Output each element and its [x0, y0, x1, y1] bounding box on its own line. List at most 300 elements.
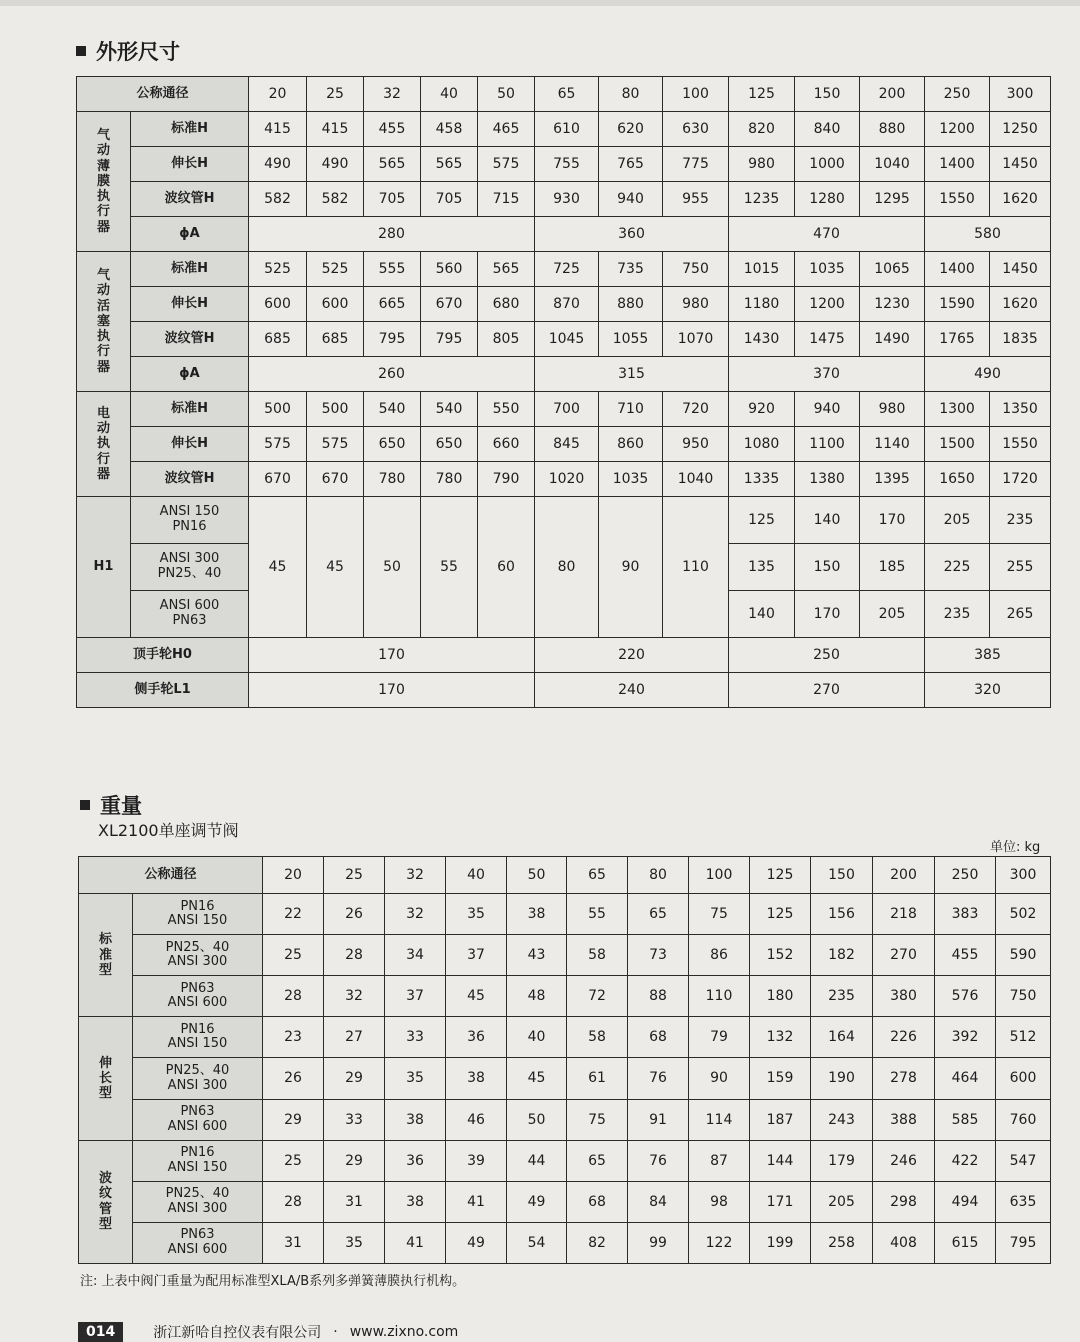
weight-value: 35: [324, 1222, 385, 1263]
weight-value: 33: [385, 1017, 446, 1058]
rating-line-1: PN25、40: [165, 1186, 230, 1202]
l1-value: 320: [925, 673, 1051, 708]
group-label-text: 标准型: [98, 932, 112, 978]
bullet-square-icon: [76, 46, 86, 56]
weight-size-cell: 25: [324, 857, 385, 894]
weight-size-cell: 150: [811, 857, 873, 894]
weight-value: 58: [567, 935, 628, 976]
weight-size-cell: 65: [567, 857, 628, 894]
weight-value: 383: [935, 894, 996, 935]
weight-value: 28: [324, 935, 385, 976]
rating-line-1: ANSI 600: [159, 598, 220, 614]
weight-size-cell: 100: [689, 857, 750, 894]
value-cell: 1055: [599, 322, 663, 357]
value-cell: 1200: [925, 112, 990, 147]
value-cell: 565: [364, 147, 421, 182]
value-cell: 1835: [990, 322, 1051, 357]
weight-value: 41: [446, 1181, 507, 1222]
handwheel-side-row: [77, 673, 1051, 708]
row-label: 波纹管H: [131, 322, 249, 357]
value-cell: 1350: [990, 392, 1051, 427]
rating-line-1: PN16: [180, 898, 215, 914]
weight-value: 36: [385, 1140, 446, 1181]
weight-value: 50: [507, 1099, 567, 1140]
weight-group-label: [79, 894, 133, 1017]
value-cell: 620: [599, 112, 663, 147]
value-cell: 720: [663, 392, 729, 427]
rating-line-2: ANSI 300: [167, 1200, 228, 1216]
weight-rating-label: [133, 1017, 263, 1058]
weight-value: 88: [628, 976, 689, 1017]
weight-value: 58: [567, 1017, 628, 1058]
weight-value: 27: [324, 1017, 385, 1058]
size-cell: 40: [421, 77, 478, 112]
value-cell: 845: [535, 427, 599, 462]
rating-line-1: PN25、40: [165, 939, 230, 955]
weight-value: 44: [507, 1140, 567, 1181]
h1-value: 235: [990, 497, 1051, 544]
weight-value: 182: [811, 935, 873, 976]
weight-table: [78, 856, 1051, 1264]
row-label: 波纹管H: [131, 462, 249, 497]
rating-line-2: ANSI 600: [167, 1241, 228, 1257]
value-cell: 1450: [990, 147, 1051, 182]
value-cell: 1235: [729, 182, 795, 217]
weight-rating-label: [133, 935, 263, 976]
phi-a-value: 360: [535, 217, 729, 252]
phi-a-value: 580: [925, 217, 1051, 252]
weight-value: 98: [689, 1181, 750, 1222]
weight-value: 110: [689, 976, 750, 1017]
weight-size-cell: 32: [385, 857, 446, 894]
weight-value: 144: [750, 1140, 811, 1181]
value-cell: 870: [535, 287, 599, 322]
rating-line-2: ANSI 600: [167, 1118, 228, 1134]
value-cell: 715: [478, 182, 535, 217]
value-cell: 1400: [925, 252, 990, 287]
weight-value: 35: [446, 894, 507, 935]
value-cell: 1430: [729, 322, 795, 357]
value-cell: 880: [860, 112, 925, 147]
weight-value: 218: [873, 894, 935, 935]
value-cell: 670: [249, 462, 307, 497]
value-cell: 1040: [860, 147, 925, 182]
h1-rating-label: [131, 591, 249, 638]
value-cell: 980: [729, 147, 795, 182]
weight-value: 38: [446, 1058, 507, 1099]
weight-value: 90: [689, 1058, 750, 1099]
weight-value: 38: [507, 894, 567, 935]
weight-group-label: [79, 1140, 133, 1263]
weight-heading: [80, 790, 142, 820]
weight-value: 164: [811, 1017, 873, 1058]
weight-value: 388: [873, 1099, 935, 1140]
weight-value: 29: [324, 1058, 385, 1099]
weight-value: 29: [263, 1099, 324, 1140]
value-cell: 550: [478, 392, 535, 427]
weight-rating-label: [133, 1099, 263, 1140]
rating-line-1: ANSI 150: [159, 504, 220, 520]
value-cell: 1295: [860, 182, 925, 217]
value-cell: 1335: [729, 462, 795, 497]
weight-value: 33: [324, 1099, 385, 1140]
weight-value: 114: [689, 1099, 750, 1140]
value-cell: 1140: [860, 427, 925, 462]
value-cell: 955: [663, 182, 729, 217]
value-cell: 575: [478, 147, 535, 182]
weight-value: 258: [811, 1222, 873, 1263]
weight-value: 43: [507, 935, 567, 976]
value-cell: 1100: [795, 427, 860, 462]
h1-value: 205: [925, 497, 990, 544]
value-cell: 1070: [663, 322, 729, 357]
weight-value: 246: [873, 1140, 935, 1181]
value-cell: 1395: [860, 462, 925, 497]
weight-value: 84: [628, 1181, 689, 1222]
value-cell: 582: [307, 182, 364, 217]
rating-line-1: PN63: [180, 1227, 215, 1243]
weight-unit: 单位: kg: [990, 840, 1041, 855]
weight-value: 87: [689, 1140, 750, 1181]
value-cell: 582: [249, 182, 307, 217]
value-cell: 1380: [795, 462, 860, 497]
phi-a-value: 260: [249, 357, 535, 392]
weight-value: 75: [689, 894, 750, 935]
weight-value: 180: [750, 976, 811, 1017]
weight-value: 45: [507, 1058, 567, 1099]
value-cell: 1080: [729, 427, 795, 462]
value-cell: 1015: [729, 252, 795, 287]
h0-value: 220: [535, 638, 729, 673]
weight-value: 65: [628, 894, 689, 935]
weight-value: 99: [628, 1222, 689, 1263]
rating-line-2: ANSI 150: [167, 1036, 228, 1052]
h1-value: 185: [860, 544, 925, 591]
weight-value: 82: [567, 1222, 628, 1263]
value-cell: 1490: [860, 322, 925, 357]
weight-value: 38: [385, 1181, 446, 1222]
h1-label: H1: [77, 497, 131, 638]
l1-value: 170: [249, 673, 535, 708]
weight-value: 270: [873, 935, 935, 976]
value-cell: 1045: [535, 322, 599, 357]
value-cell: 1620: [990, 287, 1051, 322]
value-cell: 1590: [925, 287, 990, 322]
company-website: www.zixno.com: [349, 1324, 459, 1340]
value-cell: 455: [364, 112, 421, 147]
value-cell: 1300: [925, 392, 990, 427]
weight-value: 122: [689, 1222, 750, 1263]
weight-value: 392: [935, 1017, 996, 1058]
weight-value: 29: [324, 1140, 385, 1181]
value-cell: 540: [421, 392, 478, 427]
value-cell: 775: [663, 147, 729, 182]
weight-value: 576: [935, 976, 996, 1017]
group-label: [77, 252, 131, 392]
rating-line-2: ANSI 300: [167, 1077, 228, 1093]
value-cell: 540: [364, 392, 421, 427]
weight-size-cell: 20: [263, 857, 324, 894]
size-cell: 250: [925, 77, 990, 112]
value-cell: 525: [249, 252, 307, 287]
value-cell: 525: [307, 252, 364, 287]
value-cell: 860: [599, 427, 663, 462]
weight-value: 37: [385, 976, 446, 1017]
row-label: 波纹管H: [131, 182, 249, 217]
weight-value: 28: [263, 976, 324, 1017]
weight-value: 23: [263, 1017, 324, 1058]
weight-value: 35: [385, 1058, 446, 1099]
size-cell: 32: [364, 77, 421, 112]
bullet-square-icon: [80, 800, 90, 810]
value-cell: 780: [421, 462, 478, 497]
dimensions-title: 外形尺寸: [96, 40, 180, 64]
weight-rating-label: [133, 1058, 263, 1099]
value-cell: 705: [421, 182, 478, 217]
value-cell: 415: [249, 112, 307, 147]
handwheel-top-row: [77, 638, 1051, 673]
value-cell: 565: [421, 147, 478, 182]
h1-shared-value: 45: [249, 497, 307, 638]
h1-value: 205: [860, 591, 925, 638]
rating-line-1: PN16: [180, 1145, 215, 1161]
h1-rating-label: [131, 497, 249, 544]
weight-value: 25: [263, 1140, 324, 1181]
value-cell: 700: [535, 392, 599, 427]
value-cell: 840: [795, 112, 860, 147]
h1-value: 265: [990, 591, 1051, 638]
weight-value: 179: [811, 1140, 873, 1181]
value-cell: 765: [599, 147, 663, 182]
group-label-text: 气动薄膜执行器: [96, 127, 110, 235]
value-cell: 725: [535, 252, 599, 287]
value-cell: 680: [478, 287, 535, 322]
h1-value: 140: [795, 497, 860, 544]
value-cell: 650: [364, 427, 421, 462]
value-cell: 1035: [599, 462, 663, 497]
nominal-diameter-header: 公称通径: [77, 77, 249, 112]
value-cell: 1620: [990, 182, 1051, 217]
page-top-edge: [0, 0, 1080, 6]
weight-value: 125: [750, 894, 811, 935]
weight-value: 380: [873, 976, 935, 1017]
weight-value: 86: [689, 935, 750, 976]
h1-shared-value: 90: [599, 497, 663, 638]
rating-line-1: PN25、40: [165, 1062, 230, 1078]
h1-value: 150: [795, 544, 860, 591]
weight-value: 226: [873, 1017, 935, 1058]
value-cell: 795: [364, 322, 421, 357]
company-name: 浙江新哈自控仪表有限公司: [153, 1325, 322, 1341]
value-cell: 1650: [925, 462, 990, 497]
weight-value: 585: [935, 1099, 996, 1140]
value-cell: 1040: [663, 462, 729, 497]
weight-value: 41: [385, 1222, 446, 1263]
weight-value: 22: [263, 894, 324, 935]
weight-value: 26: [324, 894, 385, 935]
value-cell: 710: [599, 392, 663, 427]
weight-size-cell: 250: [935, 857, 996, 894]
h1-value: 140: [729, 591, 795, 638]
value-cell: 1720: [990, 462, 1051, 497]
value-cell: 930: [535, 182, 599, 217]
weight-size-cell: 80: [628, 857, 689, 894]
weight-value: 68: [567, 1181, 628, 1222]
h0-value: 385: [925, 638, 1051, 673]
value-cell: 790: [478, 462, 535, 497]
group-label-text: 气动活塞执行器: [96, 267, 110, 375]
weight-value: 54: [507, 1222, 567, 1263]
row-label: 标准H: [131, 252, 249, 287]
weight-value: 55: [567, 894, 628, 935]
group-label-text: 电动执行器: [96, 405, 110, 482]
rating-line-2: PN63: [172, 613, 207, 628]
h0-value: 170: [249, 638, 535, 673]
weight-size-cell: 40: [446, 857, 507, 894]
weight-value: 68: [628, 1017, 689, 1058]
weight-value: 422: [935, 1140, 996, 1181]
weight-value: 79: [689, 1017, 750, 1058]
h1-value: 235: [925, 591, 990, 638]
row-label: 伸长H: [131, 287, 249, 322]
weight-value: 795: [996, 1222, 1051, 1263]
value-cell: 600: [307, 287, 364, 322]
value-cell: 1230: [860, 287, 925, 322]
value-cell: 565: [478, 252, 535, 287]
value-cell: 1450: [990, 252, 1051, 287]
value-cell: 1020: [535, 462, 599, 497]
weight-value: 159: [750, 1058, 811, 1099]
weight-value: 28: [263, 1181, 324, 1222]
value-cell: 560: [421, 252, 478, 287]
value-cell: 555: [364, 252, 421, 287]
weight-value: 494: [935, 1181, 996, 1222]
weight-value: 512: [996, 1017, 1051, 1058]
weight-value: 278: [873, 1058, 935, 1099]
value-cell: 685: [307, 322, 364, 357]
value-cell: 1400: [925, 147, 990, 182]
value-cell: 1550: [925, 182, 990, 217]
weight-value: 32: [324, 976, 385, 1017]
rating-line-2: PN16: [172, 519, 207, 534]
weight-value: 75: [567, 1099, 628, 1140]
value-cell: 670: [307, 462, 364, 497]
value-cell: 575: [307, 427, 364, 462]
weight-value: 25: [263, 935, 324, 976]
weight-rating-label: [133, 1140, 263, 1181]
weight-value: 73: [628, 935, 689, 976]
h1-shared-value: 110: [663, 497, 729, 638]
h1-shared-value: 50: [364, 497, 421, 638]
weight-group-label: [79, 1017, 133, 1140]
weight-value: 31: [324, 1181, 385, 1222]
value-cell: 1180: [729, 287, 795, 322]
weight-value: 190: [811, 1058, 873, 1099]
rating-line-1: PN63: [180, 1104, 215, 1120]
weight-value: 455: [935, 935, 996, 976]
size-cell: 125: [729, 77, 795, 112]
value-cell: 755: [535, 147, 599, 182]
weight-value: 156: [811, 894, 873, 935]
value-cell: 670: [421, 287, 478, 322]
group-label-text: 波纹管型: [98, 1171, 112, 1233]
h1-value: 225: [925, 544, 990, 591]
l1-value: 270: [729, 673, 925, 708]
value-cell: 735: [599, 252, 663, 287]
value-cell: 705: [364, 182, 421, 217]
rating-line-2: ANSI 300: [167, 954, 228, 970]
weight-rating-label: [133, 976, 263, 1017]
weight-value: 72: [567, 976, 628, 1017]
h1-value: 170: [795, 591, 860, 638]
dimensions-table: [76, 76, 1051, 708]
value-cell: 940: [795, 392, 860, 427]
h1-value: 125: [729, 497, 795, 544]
dimensions-heading: [76, 36, 180, 66]
value-cell: 1550: [990, 427, 1051, 462]
phi-a-value: 280: [249, 217, 535, 252]
weight-nominal-diameter-header: 公称通径: [79, 857, 263, 894]
value-cell: 490: [307, 147, 364, 182]
size-cell: 100: [663, 77, 729, 112]
weight-value: 750: [996, 976, 1051, 1017]
size-cell: 20: [249, 77, 307, 112]
group-label-text: 伸长型: [98, 1055, 112, 1102]
size-cell: 200: [860, 77, 925, 112]
weight-rating-label: [133, 1181, 263, 1222]
l1-label: 侧手轮L1: [77, 673, 249, 708]
value-cell: 1475: [795, 322, 860, 357]
weight-value: 39: [446, 1140, 507, 1181]
rating-line-2: ANSI 600: [167, 995, 228, 1011]
weight-value: 590: [996, 935, 1051, 976]
value-cell: 500: [307, 392, 364, 427]
page-number: 014: [78, 1322, 123, 1342]
row-label: 伸长H: [131, 427, 249, 462]
value-cell: 795: [421, 322, 478, 357]
value-cell: 940: [599, 182, 663, 217]
value-cell: 458: [421, 112, 478, 147]
weight-value: 235: [811, 976, 873, 1017]
weight-value: 36: [446, 1017, 507, 1058]
row-label: 伸长H: [131, 147, 249, 182]
weight-value: 65: [567, 1140, 628, 1181]
weight-value: 171: [750, 1181, 811, 1222]
weight-value: 615: [935, 1222, 996, 1263]
value-cell: 465: [478, 112, 535, 147]
h1-shared-value: 55: [421, 497, 478, 638]
value-cell: 575: [249, 427, 307, 462]
group-label: [77, 112, 131, 252]
value-cell: 650: [421, 427, 478, 462]
weight-value: 48: [507, 976, 567, 1017]
phi-a-label: ϕA: [131, 357, 249, 392]
value-cell: 1500: [925, 427, 990, 462]
weight-value: 45: [446, 976, 507, 1017]
value-cell: 950: [663, 427, 729, 462]
weight-subtitle: XL2100单座调节阀: [98, 821, 239, 840]
weight-value: 132: [750, 1017, 811, 1058]
weight-value: 502: [996, 894, 1051, 935]
weight-value: 49: [446, 1222, 507, 1263]
weight-value: 34: [385, 935, 446, 976]
h1-value: 255: [990, 544, 1051, 591]
weight-value: 31: [263, 1222, 324, 1263]
rating-line-2: PN25、40: [157, 566, 222, 581]
size-cell: 65: [535, 77, 599, 112]
size-cell: 300: [990, 77, 1051, 112]
value-cell: 665: [364, 287, 421, 322]
